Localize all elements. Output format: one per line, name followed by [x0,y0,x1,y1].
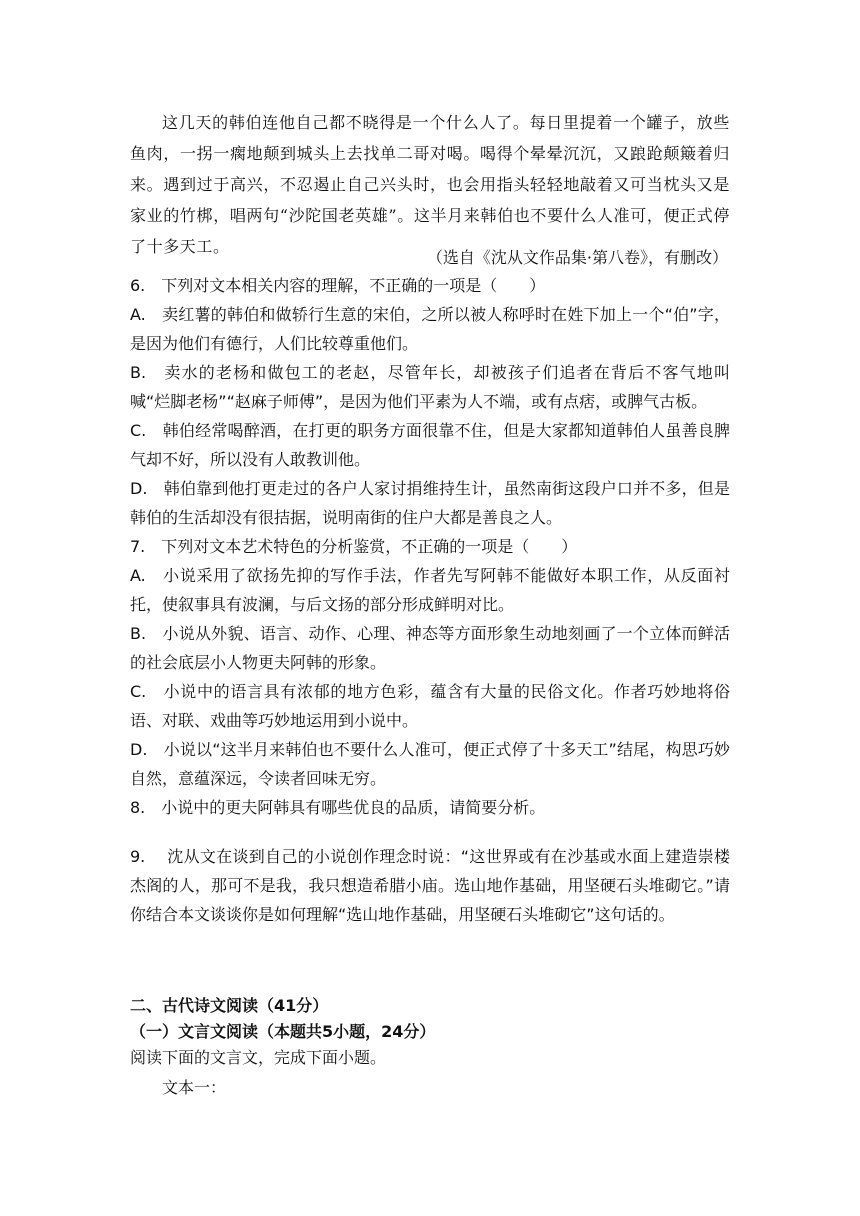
question-6-option-a: A. 卖红薯的韩伯和做轿行生意的宋伯，之所以被人称呼时在姓下加上一个“伯”字，是因为他们有德行，人们比较尊重他们。 [130,305,730,353]
section-subheading: （一）文言文阅读（本题共5小题，24分） [130,1022,436,1041]
question-7-option-b: B. 小说从外貌、语言、动作、心理、神态等方面形象生动地刻画了一个立体而鲜活的社会底层小人物更夫阿韩的形象。 [130,624,730,672]
passage-excerpt [130,107,730,262]
passage-source: （选自《沈从文作品集·第八卷》，有删改） [426,248,728,267]
question-7-option-d: D. 小说以“这半月来韩伯也不要什么人准可，便正式停了十多天工”结尾，构思巧妙自然，意蕴深远，令读者回味无穷。 [130,740,730,788]
section-instruction: 阅读下面的文言文，完成下面小题。 [130,1048,387,1067]
question-7-option-a: A. 小说采用了欲扬先抑的写作手法，作者先写阿韩不能做好本职工作，从反面衬托，使叙事具有波澜，与后文扬的部分形成鲜明对比。 [130,566,730,614]
question-9: 9. 沈从文在谈到自己的小说创作理念时说：“这世界或有在沙基或水面上建造崇楼杰阁的人，那可不是我，我只想造希腊小庙。选山地作基础，用坚硬石头堆砌它。”请你结合本文谈谈你是如何理解“选山地作基础，用坚硬石头堆砌它”这句话的。 [130,847,730,924]
spacer [130,822,730,842]
passage-paragraph: 这几天的韩伯连他自己都不晓得是一个什么人了。每日里提着一个罐子，放些鱼肉，一拐一瘸地颠到城头上去找单二哥对喝。喝得个晕晕沉沉，又踉跄颠簸着归来。遇到过于高兴，不忍遏止自己兴头时，也会用指头轻轻地敲着又可当枕头又是家业的竹梆，唱两句“沙陀国老英雄”。这半月来韩伯也不要什么人准可，便正式停了十多天工。 [130,113,730,256]
question-6-option-d: D. 韩伯靠到他打更走过的各户人家讨捐维持生计，虽然南街这段户口并不多，但是韩伯的生活却没有很拮据，说明南街的住户大都是善良之人。 [130,479,730,527]
question-6-stem: 6. 下列对文本相关内容的理解，不正确的一项是（ ） [130,276,546,295]
section-2 [130,993,730,1101]
question-6-option-b: B. 卖水的老杨和做包工的老赵，尽管年长，却被孩子们追者在背后不客气地叫喊“烂脚老杨”“赵麻子师傅”，是因为他们平素为人不端，或有点痞，或脾气古板。 [130,363,730,411]
question-7-option-c: C. 小说中的语言具有浓郁的地方色彩，蕴含有大量的民俗文化。作者巧妙地将俗语、对联、戏曲等巧妙地运用到小说中。 [130,682,730,730]
questions-block [130,271,730,929]
question-8: 8. 小说中的更夫阿韩具有哪些优良的品质，请简要分析。 [130,798,546,817]
question-7-stem: 7. 下列对文本艺术特色的分析鉴赏，不正确的一项是（ ） [130,537,578,556]
section-heading: 二、古代诗文阅读（41分） [130,996,329,1015]
text-one-label: 文本一： [162,1078,227,1097]
question-6-option-c: C. 韩伯经常喝醉酒，在打更的职务方面很靠不住，但是大家都知道韩伯人虽善良脾气却不好，所以没有人敢教训他。 [130,421,730,469]
